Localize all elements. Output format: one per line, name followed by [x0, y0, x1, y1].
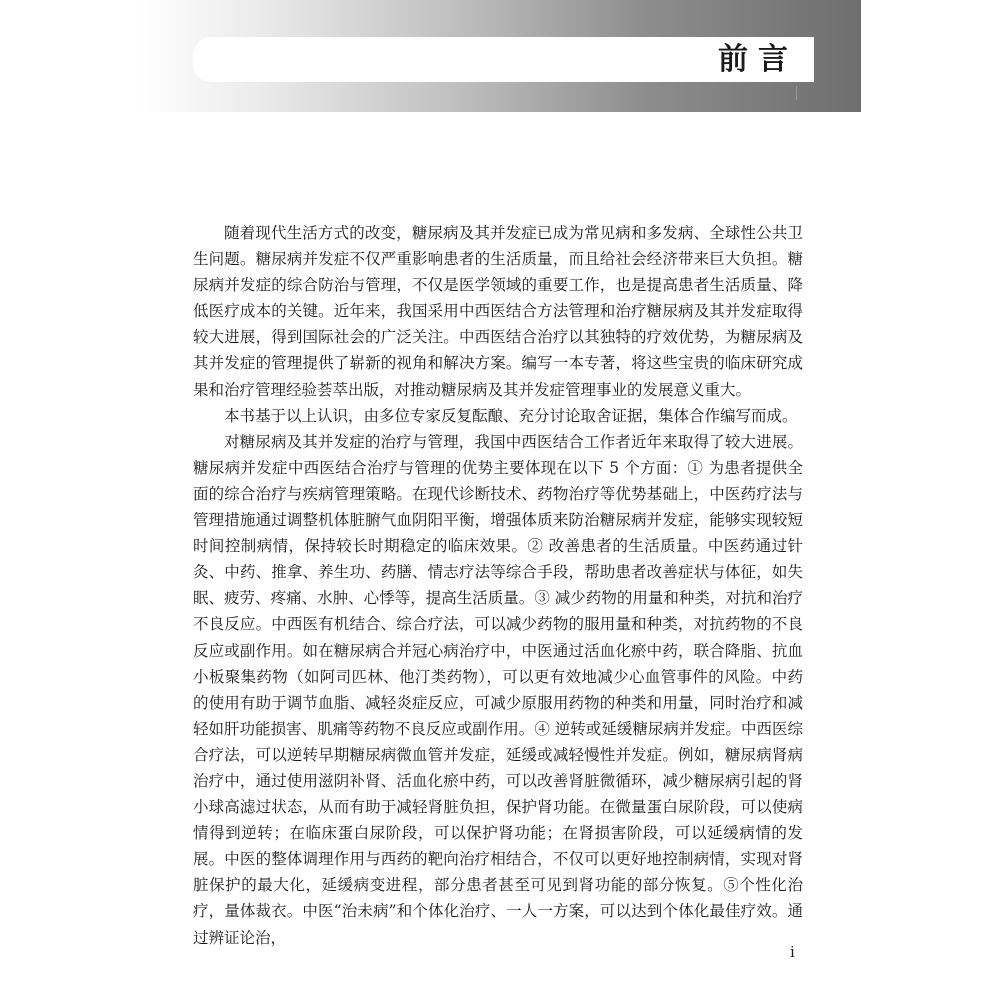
paragraph-2: 本书基于以上认识，由多位专家反复酝酿、充分讨论取舍证据，集体合作编写而成。: [224, 406, 798, 425]
body-text: [193, 220, 803, 951]
paragraph-1: 随着现代生活方式的改变，糖尿病及其并发症已成为常见病和多发病、全球性公共卫生问题。糖尿病并发症不仅严重影响患者的生活质量，而且给社会经济带来巨大负担。糖尿病并发症的综合防治与管理，不仅是医学领域的重要工作，也是提高患者生活质量、降低医疗成本的关键。近年来，我国采用中西医结合方法管理和治疗糖尿病及其并发症取得较大进展，得到国际社会的广泛关注。中西医结合治疗以其独特的疗效优势，为糖尿病及其并发症的管理提供了崭新的视角和解决方案。编写一本专著，将这些宝贵的临床研究成果和治疗管理经验荟萃出版，对推动糖尿病及其并发症管理事业的发展意义重大。: [193, 224, 803, 399]
page-number: i: [790, 943, 795, 961]
title-box: [193, 37, 814, 82]
page-title: 前言: [718, 42, 798, 77]
title-divider-tick: [796, 86, 797, 100]
paragraph-3: 对糖尿病及其并发症的治疗与管理，我国中西医结合工作者近年来取得了较大进展。糖尿病并发症中西医结合治疗与管理的优势主要体现在以下 5 个方面：① 为患者提供全面的综合治疗与疾病管理策略。在现代诊断技术、药物治疗等优势基础上，中医药疗法与管理措施通过调整机体脏腑气血阴阳平衡，增强体质来防治糖尿病并发症，能够实现较短时间控制病情，保持较长时期稳定的临床效果。② 改善患者的生活质量。中医药通过针灸、中药、推拿、养生功、药膳、情志疗法等综合手段，帮助患者改善症状与体征，如失眠、疲劳、疼痛、水肿、心悸等，提高生活质量。③ 减少药物的用量和种类，对抗和治疗不良反应。中西医有机结合、综合疗法，可以减少药物的服用量和种类，对抗药物的不良反应或副作用。如在糖尿病合并冠心病治疗中，中医通过活血化瘀中药，联合降脂、抗血小板聚集药物（如阿司匹林、他汀类药物），可以更有效地减少心血管事件的风险。中药的使用有助于调节血脂、减轻炎症反应，可减少原服用药物的种类和用量，同时治疗和减轻如肝功能损害、肌痛等药物不良反应或副作用。④ 逆转或延缓糖尿病并发症。中西医综合疗法，可以逆转早期糖尿病微血管并发症，延缓或减轻慢性并发症。例如，糖尿病肾病治疗中，通过使用滋阴补肾、活血化瘀中药，可以改善肾脏微循环，减少糖尿病引起的肾小球高滤过状态，从而有助于减轻肾脏负担，保护肾功能。在微量蛋白尿阶段，可以使病情得到逆转；在临床蛋白尿阶段，可以保护肾功能；在肾损害阶段，可以延缓病情的发展。中医的整体调理作用与西药的靶向治疗相结合，不仅可以更好地控制病情，实现对肾脏保护的最大化，延缓病变进程，部分患者甚至可见到肾功能的部分恢复。⑤个性化治疗，量体裁衣。中医“治未病”和个体化治疗、一人一方案，可以达到个体化最佳疗效。通过辨证论治，: [193, 432, 803, 947]
